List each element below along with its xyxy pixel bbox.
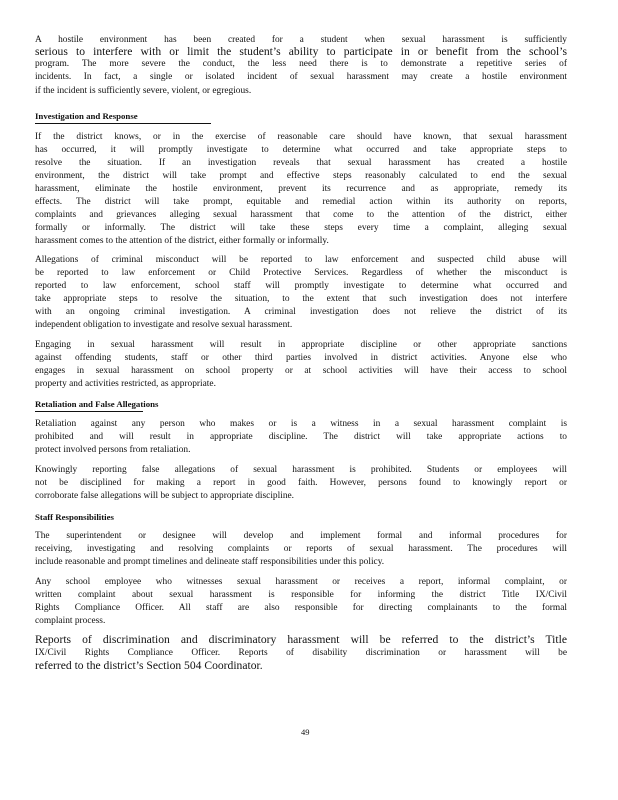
investigation-p3-line: against offending students, staff or other third parties involved in district activities. Anyone else who xyxy=(35,353,567,363)
hostile-environment-line: program. The more severe the conduct, the less need there is to demonstrate a repetitive series of xyxy=(35,59,567,69)
retaliation-p1-line: protect involved persons from retaliation. xyxy=(35,445,191,455)
investigation-p1-line: effects. The district will take prompt, equitable and remedial action within its authority on reports, xyxy=(35,197,567,207)
investigation-p1-line: complaints and grievances alleging sexual harassment that come to the attention of the district, either xyxy=(35,210,567,220)
investigation-p1-line: If the district knows, or in the exercise of reasonable care should have known, that sexual harassment xyxy=(35,132,567,142)
retaliation-p2-line: not be disciplined for making a report in good faith. However, persons found to knowingly report or xyxy=(35,478,567,488)
section-heading-staff: Staff Responsibilities xyxy=(35,512,114,522)
staff-p1-line: receiving, investigating and resolving complaints or reports of sexual harassment. The procedures will xyxy=(35,544,567,554)
retaliation-p2-line: corroborate false allegations will be subject to appropriate discipline. xyxy=(35,491,295,501)
hostile-environment-line: A hostile environment has been created for a student when sexual harassment is sufficiently xyxy=(35,35,567,45)
staff-p2-line: Rights Compliance Officer. All staff are also responsible for directing complainants to the formal xyxy=(35,603,567,613)
investigation-p3-line: Engaging in sexual harassment will result in appropriate discipline or other appropriate sanctions xyxy=(35,340,567,350)
heading-underline xyxy=(35,123,211,124)
staff-p1-line: The superintendent or designee will develop and implement formal and informal procedures for xyxy=(35,531,567,541)
investigation-p2-line: be reported to law enforcement or Child Protective Services. Regardless of whether the misconduct is xyxy=(35,268,567,278)
hostile-environment-line: serious to interfere with or limit the student’s ability to participate in or benefit from the school’s xyxy=(35,45,567,58)
page-number: 49 xyxy=(301,727,310,737)
staff-p2-line: complaint process. xyxy=(35,616,106,626)
heading-underline xyxy=(35,411,143,412)
hostile-environment-line: if the incident is sufficiently severe, violent, or egregious. xyxy=(35,86,252,96)
investigation-p1-line: has occurred, it will promptly investigate to determine what occurred and take appropriate steps to xyxy=(35,145,567,155)
staff-p1-line: include reasonable and prompt timelines and delineate staff responsibilities under this policy. xyxy=(35,557,385,567)
staff-p2-line: Any school employee who witnesses sexual harassment or receives a report, informal complaint, or xyxy=(35,577,567,587)
investigation-p2-line: reported to law enforcement, school staff will promptly investigate to determine what occurred and xyxy=(35,281,567,291)
staff-p3-line: Reports of discrimination and discriminatory harassment will be referred to the district’s Title xyxy=(35,633,567,646)
retaliation-p2-line: Knowingly reporting false allegations of sexual harassment is prohibited. Students or employees will xyxy=(35,465,567,475)
staff-p2-line: written complaint about sexual harassment is responsible for informing the district Title IX/Civil xyxy=(35,590,567,600)
investigation-p2-line: with an ongoing criminal investigation. A criminal investigation does not relieve the district of its xyxy=(35,307,567,317)
hostile-environment-line: incidents. In fact, a single or isolated incident of sexual harassment may create a hostile environment xyxy=(35,72,567,82)
section-heading-investigation: Investigation and Response xyxy=(35,111,138,121)
investigation-p2-line: Allegations of criminal misconduct will be reported to law enforcement and suspected child abuse will xyxy=(35,255,567,265)
investigation-p1-line: harassment, eliminate the hostile environment, prevent its recurrence and as appropriate, remedy its xyxy=(35,184,567,194)
investigation-p1-line: harassment comes to the attention of the district, either formally or informally. xyxy=(35,236,329,246)
investigation-p3-line: engages in sexual harassment on school property or at school activities will have their access to school xyxy=(35,366,567,376)
section-heading-retaliation: Retaliation and False Allegations xyxy=(35,399,159,409)
investigation-p3-line: property and activities restricted, as appropriate. xyxy=(35,379,216,389)
investigation-p1-line: environment, the district will take prompt and effective steps reasonably calculated to end the sexual xyxy=(35,171,567,181)
staff-p3-line: IX/Civil Rights Compliance Officer. Reports of disability discrimination or harassment will be xyxy=(35,648,567,658)
investigation-p1-line: formally or informally. The district will take these steps every time a complaint, alleging sexual xyxy=(35,223,567,233)
retaliation-p1-line: prohibited and will result in appropriate discipline. The district will take appropriate actions to xyxy=(35,432,567,442)
staff-p3-line: referred to the district’s Section 504 Coordinator. xyxy=(35,659,263,672)
investigation-p1-line: resolve the situation. If an investigation reveals that sexual harassment has created a hostile xyxy=(35,158,567,168)
investigation-p2-line: take appropriate steps to resolve the situation, to the extent that such investigation does not interfere xyxy=(35,294,567,304)
investigation-p2-line: independent obligation to investigate and resolve sexual harassment. xyxy=(35,320,293,330)
retaliation-p1-line: Retaliation against any person who makes or is a witness in a sexual harassment complaint is xyxy=(35,419,567,429)
